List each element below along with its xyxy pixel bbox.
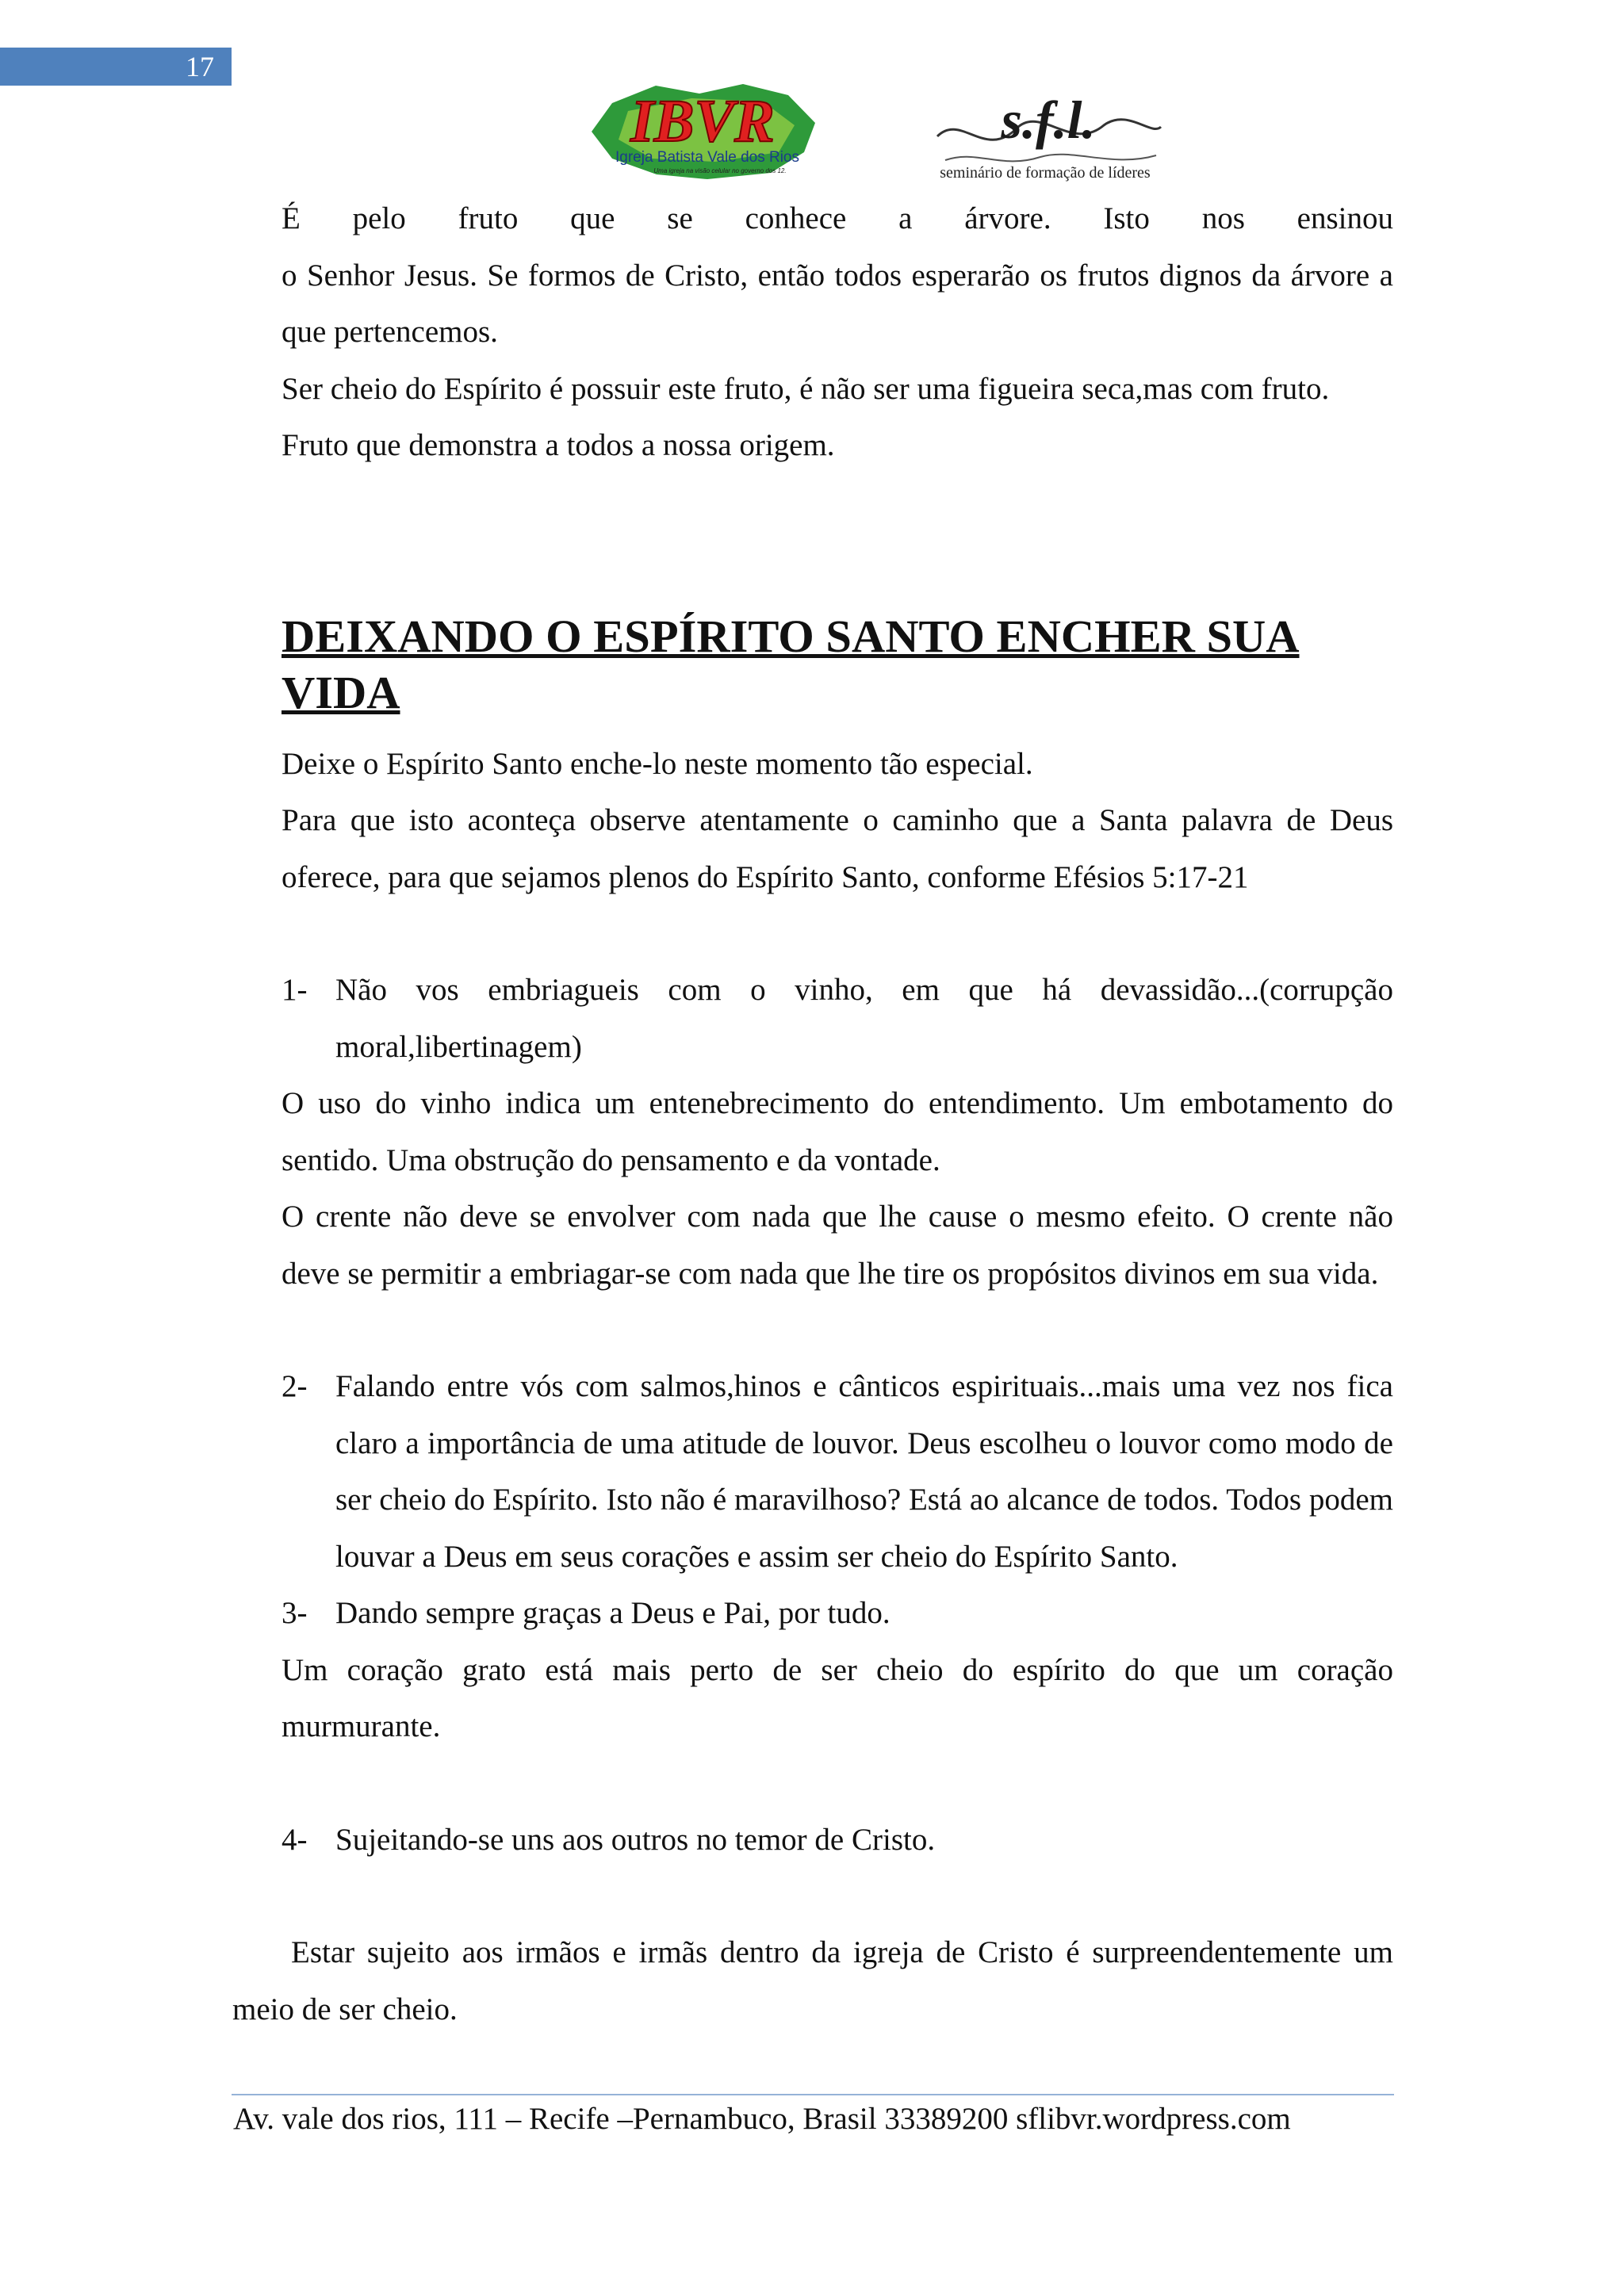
section-heading: DEIXANDO O ESPÍRITO SANTO ENCHER SUA VIDA — [282, 610, 1300, 718]
sfl-logo-text: seminário de formação de líderes — [940, 164, 1151, 182]
ibvr-logo — [580, 79, 825, 184]
ibvr-logo-text: Igreja Batista Vale dos Rios — [615, 149, 799, 166]
intro-p1-rest: o Senhor Jesus. Se formos de Cristo, então todos esperarão os frutos dignos da árvore a que pertencemos. — [282, 258, 1393, 349]
list-item-4 — [282, 1812, 1393, 1869]
footer-divider — [232, 2094, 1394, 2095]
list-item-4-number: 4- — [282, 1822, 308, 1857]
sfl-logo — [929, 81, 1164, 186]
list-item-3 — [282, 1585, 1393, 1642]
intro-p1-start: É pelo fruto que se conhece a árvore. Isto — [282, 201, 1150, 235]
sfl-logo-wordmark: s.f.l. — [1001, 90, 1096, 150]
section-p2: Para que isto aconteça observe atentamente o caminho que a Santa palavra de Deus oferece, para que sejamos plenos do Espírito Santo, conforme Efésios 5:17-21 — [282, 803, 1393, 894]
item-1-follow-2: O crente não deve se envolver com nada que lhe cause o mesmo efeito. O crente não deve se permitir a embriagar-se com nada que lhe tire os propósitos divinos em sua vida. — [282, 1200, 1393, 1291]
intro-p2: Ser cheio do Espírito é possuir este fruto, é não ser uma figueira seca,mas com fruto. — [282, 371, 1330, 406]
section-p1: Deixe o Espírito Santo enche-lo neste momento tão especial. — [282, 746, 1033, 781]
ibvr-logo-wordmark: IBVR — [630, 88, 775, 155]
list-item-1-text: Não vos embriagueis com o vinho, em que há devassidão...(corrupção moral,libertinagem) — [335, 973, 1393, 1064]
closing-paragraph: Estar sujeito aos irmãos e irmãs dentro da igreja de Cristo é surpreendentemente um meio de ser cheio. — [232, 1935, 1393, 2026]
list-item-4-text: Sujeitando-se uns aos outros no temor de Cristo. — [335, 1822, 936, 1857]
intro-p1-end: nos ensinou — [1201, 201, 1394, 235]
list-item-2-text: Falando entre vós com salmos,hinos e cânticos espirituais...mais uma vez nos fica claro a importância de uma atitude de louvor. Deus escolheu o louvor como modo de ser cheio do Espírito. Isto não é maravilhoso? Está ao alcance de todos. Todos podem louvar a Deus em seus corações e assim ser cheio do Espírito Santo. — [335, 1369, 1393, 1574]
page-number: 17 — [0, 48, 232, 86]
item-1-follow-1: O uso do vinho indica um entenebrecimento do entendimento. Um embotamento do sentido. Uma obstrução do pensamento e da vontade. — [282, 1086, 1393, 1177]
item-3-follow-1: Um coração grato está mais perto de ser cheio do espírito do que um coração murmurante. — [282, 1652, 1393, 1743]
list-item-3-number: 3- — [282, 1596, 308, 1630]
footer-address: Av. vale dos rios, 111 – Recife –Pernambuco, Brasil 33389200 sflibvr.wordpress.com — [233, 2102, 1291, 2136]
list-item-3-text: Dando sempre graças a Deus e Pai, por tudo. — [335, 1596, 891, 1630]
list-item-1 — [282, 962, 1393, 1075]
page-content — [232, 190, 1394, 2038]
list-item-2 — [282, 1358, 1393, 1585]
intro-p3: Fruto que demonstra a todos a nossa origem. — [282, 428, 835, 462]
list-item-1-number: 1- — [282, 973, 308, 1007]
ibvr-logo-tagline: Uma igreja na visão celular no governo dos 12. — [653, 167, 787, 174]
list-item-2-number: 2- — [282, 1369, 308, 1403]
intro-line-1 — [282, 190, 1393, 247]
